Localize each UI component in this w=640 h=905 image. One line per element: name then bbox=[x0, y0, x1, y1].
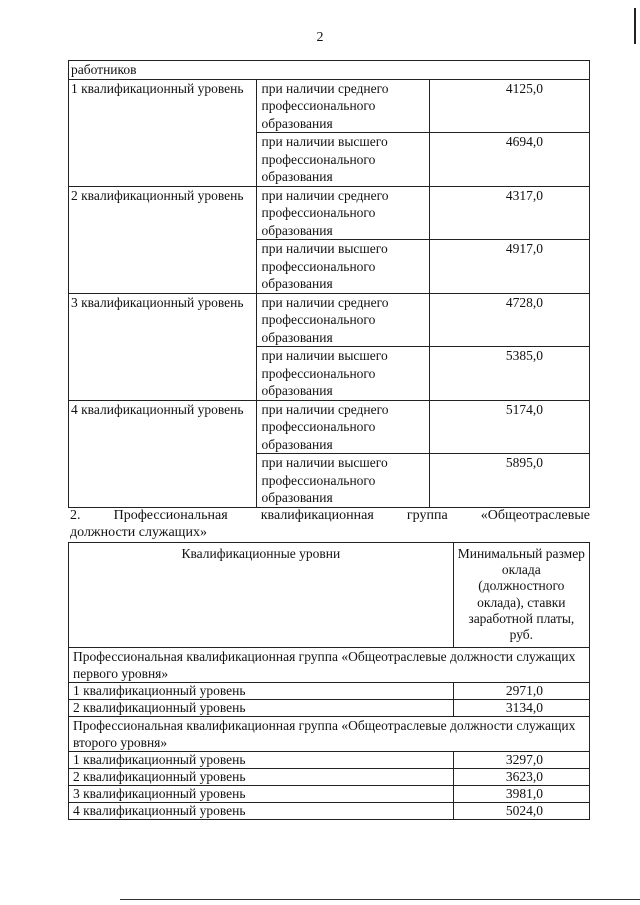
table-row bbox=[69, 648, 590, 683]
table-row bbox=[69, 700, 590, 717]
table-row bbox=[69, 79, 590, 133]
table-row bbox=[69, 803, 590, 820]
education-condition-cell: при наличии высшего профессионального образования bbox=[257, 240, 430, 294]
education-condition-cell: при наличии высшего профессионального образования bbox=[257, 347, 430, 401]
table-header-row bbox=[69, 543, 590, 648]
table-row bbox=[69, 61, 590, 80]
qualification-level-cell: 1 квалификационный уровень bbox=[69, 683, 454, 700]
qualification-level-cell: 1 квалификационный уровень bbox=[69, 752, 454, 769]
section-heading: 2. Профессиональная квалификационная группа «Общеотраслевые bbox=[70, 508, 590, 523]
salary-value-cell: 5385,0 bbox=[430, 347, 590, 401]
qualification-level-cell: 2 квалификационный уровень bbox=[69, 769, 454, 786]
group-title-cell: Профессиональная квалификационная группа «Общеотраслевые должности служащих первого уровня» bbox=[69, 648, 590, 683]
salary-table-workers bbox=[68, 60, 590, 508]
education-condition-cell: при наличии среднего профессионального образования bbox=[257, 400, 430, 454]
continued-header-cell: работников bbox=[69, 61, 590, 80]
salary-value-cell: 4125,0 bbox=[430, 79, 590, 133]
salary-value-cell: 5895,0 bbox=[430, 454, 590, 508]
column-header-salary: Минимальный размер оклада (должностного оклада), ставки заработной платы, руб. bbox=[453, 543, 589, 648]
salary-value-cell: 3134,0 bbox=[453, 700, 589, 717]
table-row bbox=[69, 186, 590, 240]
qualification-level-cell: 2 квалификационный уровень bbox=[69, 700, 454, 717]
table-row bbox=[69, 769, 590, 786]
table-row bbox=[69, 752, 590, 769]
salary-table-employees bbox=[68, 542, 590, 820]
education-condition-cell: при наличии среднего профессионального образования bbox=[257, 186, 430, 240]
education-condition-cell: при наличии высшего профессионального образования bbox=[257, 454, 430, 508]
section-heading-continuation: должности служащих» bbox=[70, 525, 207, 540]
scan-edge-mark bbox=[634, 8, 636, 44]
table-row bbox=[69, 683, 590, 700]
table-row bbox=[69, 400, 590, 454]
salary-value-cell: 3297,0 bbox=[453, 752, 589, 769]
page-number: 2 bbox=[316, 30, 324, 45]
salary-value-cell: 4694,0 bbox=[430, 133, 590, 187]
qualification-level-cell: 3 квалификационный уровень bbox=[69, 293, 257, 400]
salary-value-cell: 3623,0 bbox=[453, 769, 589, 786]
salary-value-cell: 5174,0 bbox=[430, 400, 590, 454]
education-condition-cell: при наличии среднего профессионального образования bbox=[257, 79, 430, 133]
education-condition-cell: при наличии высшего профессионального образования bbox=[257, 133, 430, 187]
table-row bbox=[69, 293, 590, 347]
salary-value-cell: 3981,0 bbox=[453, 786, 589, 803]
salary-value-cell: 4317,0 bbox=[430, 186, 590, 240]
salary-value-cell: 5024,0 bbox=[453, 803, 589, 820]
salary-value-cell: 4917,0 bbox=[430, 240, 590, 294]
table-row bbox=[69, 717, 590, 752]
group-title-cell: Профессиональная квалификационная группа «Общеотраслевые должности служащих второго уровня» bbox=[69, 717, 590, 752]
qualification-level-cell: 4 квалификационный уровень bbox=[69, 400, 257, 507]
qualification-level-cell: 1 квалификационный уровень bbox=[69, 79, 257, 186]
salary-value-cell: 2971,0 bbox=[453, 683, 589, 700]
page-bottom-edge bbox=[120, 899, 640, 900]
table-row bbox=[69, 786, 590, 803]
column-header-levels: Квалификационные уровни bbox=[69, 543, 454, 648]
qualification-level-cell: 3 квалификационный уровень bbox=[69, 786, 454, 803]
qualification-level-cell: 2 квалификационный уровень bbox=[69, 186, 257, 293]
qualification-level-cell: 4 квалификационный уровень bbox=[69, 803, 454, 820]
education-condition-cell: при наличии среднего профессионального образования bbox=[257, 293, 430, 347]
salary-value-cell: 4728,0 bbox=[430, 293, 590, 347]
